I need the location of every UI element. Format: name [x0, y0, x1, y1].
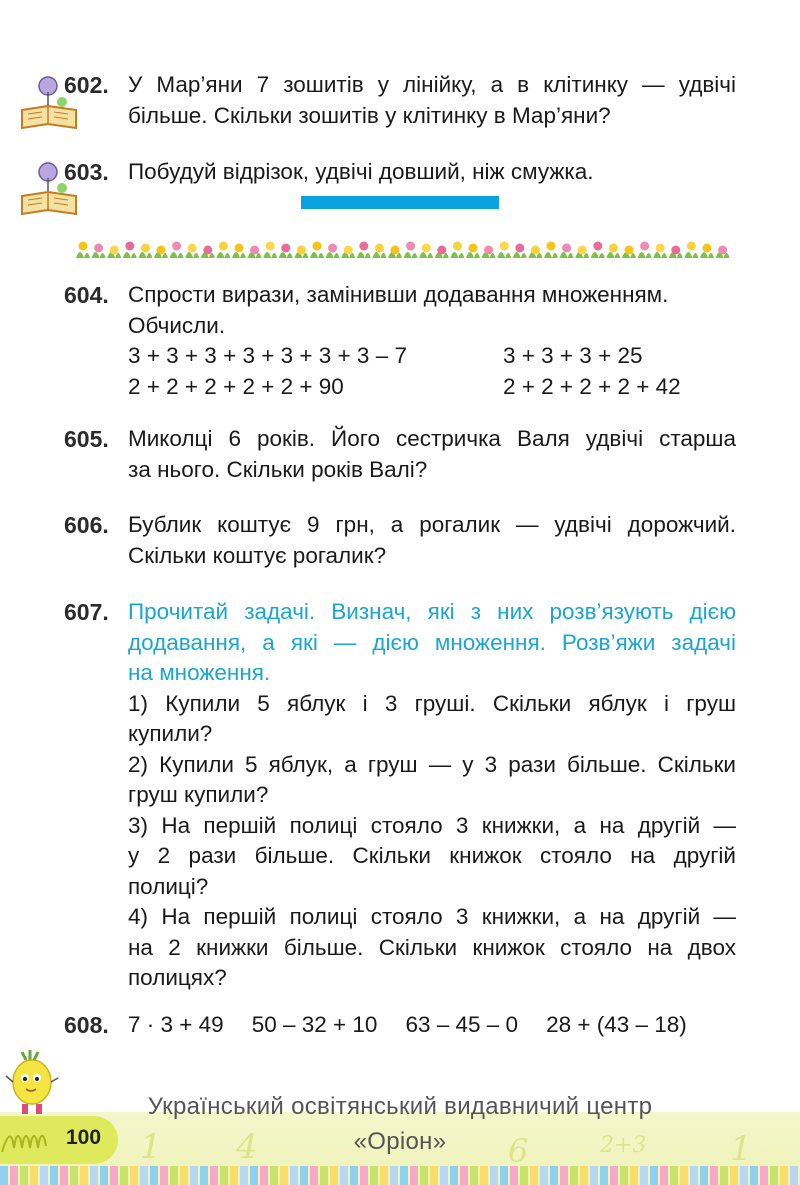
flower-mark [326, 244, 340, 259]
checker-cell [430, 1166, 438, 1185]
checker-cell [530, 1166, 538, 1185]
checker-cell [210, 1166, 218, 1185]
flower-mark [404, 242, 418, 259]
flower-mark [575, 246, 589, 259]
text-line: на 2 книжки більше. Скільки книжок стояло на двох [128, 934, 736, 960]
text-line: за нього. Скільки років Валі? [128, 456, 428, 482]
text-line: полицях? [128, 965, 227, 990]
text-line: 4) На першій полиці стояло 3 книжки, а на другій — [128, 904, 736, 929]
text-line: Скільки коштує рогалик? [128, 542, 387, 568]
flower-mark [294, 246, 308, 259]
text-line: у 2 рази більше. Скільки книжок стояло на другій [128, 843, 736, 868]
checker-cell [730, 1166, 738, 1185]
task-number: 603. [64, 159, 109, 185]
checker-cell [550, 1166, 558, 1185]
flower-mark [92, 244, 106, 259]
text-line: 3) На першій полиці стояло 3 книжки, а на другій — [128, 812, 736, 838]
checker-cell [710, 1166, 718, 1185]
publisher-line: Український освітянський видавничий центр [147, 1093, 653, 1120]
flower-mark [107, 246, 121, 259]
checker-cell [500, 1166, 508, 1185]
checker-cell [540, 1166, 548, 1185]
flower-mark [248, 246, 262, 259]
task-text [128, 280, 736, 402]
flower-mark [450, 242, 464, 259]
checker-cell [740, 1166, 748, 1185]
expression: 28 + (43 – 18) [546, 1012, 687, 1037]
expression: 3 + 3 + 3 + 25 [503, 343, 643, 368]
text-line: У Мар’яни 7 зошитів у лінійку, а в клітинку — удвічі [128, 72, 736, 97]
checker-cell [720, 1166, 728, 1185]
flower-mark [435, 246, 449, 259]
checker-cell [20, 1166, 28, 1185]
checker-cell [600, 1166, 608, 1185]
flower-mark [388, 246, 402, 259]
flower-mark [653, 244, 667, 259]
checker-cell [160, 1166, 168, 1185]
checker-cell [300, 1166, 308, 1185]
expression: 7 · 3 + 49 [128, 1012, 224, 1037]
instruction-line: Прочитай задачі. Визнач, які з них розв’язують дією [128, 599, 736, 624]
task-number: 606. [64, 512, 109, 538]
flower-mark [684, 242, 698, 259]
checker-cell [150, 1166, 158, 1185]
flower-mark [279, 244, 293, 259]
checker-cell [400, 1166, 408, 1185]
checker-cell [440, 1166, 448, 1185]
flower-mark [310, 242, 324, 259]
checker-cell [100, 1166, 108, 1185]
svg-text:4: 4 [236, 1127, 258, 1166]
checker-cell [700, 1166, 708, 1185]
checker-cell [690, 1166, 698, 1185]
flower-mark [591, 242, 605, 259]
checker-cell [510, 1166, 518, 1185]
flower-mark [170, 242, 184, 259]
checker-cell [50, 1166, 58, 1185]
checker-cell [170, 1166, 178, 1185]
instruction-line: на множення. [128, 660, 271, 685]
checker-cell [220, 1166, 228, 1185]
flower-mark [123, 242, 137, 259]
flower-mark [716, 246, 730, 259]
instruction-line: додавання, а які — дією множення. Розв’яжи задачі [128, 629, 736, 655]
checker-cell [240, 1166, 248, 1185]
checker-cell [390, 1166, 398, 1185]
flower-mark [466, 244, 480, 259]
task-text [128, 510, 736, 571]
flower-mark [154, 246, 168, 259]
checker-cell [670, 1166, 678, 1185]
expression-row [128, 372, 736, 403]
text-line: Спрости вирази, замінивши додавання множенням. [128, 282, 669, 307]
checker-cell [570, 1166, 578, 1185]
text-line: більше. Скільки зошитів у клітинку в Мар’яни? [128, 102, 611, 128]
task-text [128, 1010, 768, 1041]
svg-text:2+3: 2+3 [600, 1133, 647, 1158]
checker-cell [370, 1166, 378, 1185]
checker-cell [260, 1166, 268, 1185]
checker-strip [0, 1166, 800, 1185]
checker-cell [310, 1166, 318, 1185]
task-number: 605. [64, 426, 109, 452]
checker-cell [180, 1166, 188, 1185]
flower-mark [263, 242, 277, 259]
checker-cell [90, 1166, 98, 1185]
flower-mark [544, 242, 558, 259]
text-line: Обчисли. [128, 312, 226, 338]
checker-cell [290, 1166, 298, 1185]
checker-cell [110, 1166, 118, 1185]
task-text [128, 157, 736, 188]
checker-cell [320, 1166, 328, 1185]
checker-cell [780, 1166, 788, 1185]
checker-cell [420, 1166, 428, 1185]
checker-cell [480, 1166, 488, 1185]
flower-mark [357, 242, 371, 259]
checker-cell [10, 1166, 18, 1185]
flower-mark [606, 244, 620, 259]
flower-mark [513, 244, 527, 259]
blue-strip [301, 196, 499, 209]
checker-cell [410, 1166, 418, 1185]
flower-border [68, 234, 736, 260]
task-number: 602. [64, 72, 109, 98]
checker-cell [650, 1166, 658, 1185]
checker-cell [450, 1166, 458, 1185]
checker-cell [60, 1166, 68, 1185]
text-line: Миколці 6 років. Його сестричка Валя удвічі старша [128, 426, 736, 451]
publisher-name: «Оріон» [353, 1128, 447, 1155]
text-line: полиці? [128, 873, 209, 899]
page-number: 100 [66, 1126, 102, 1149]
svg-text:6: 6 [508, 1132, 529, 1166]
flower-mark [185, 244, 199, 259]
checker-cell [590, 1166, 598, 1185]
checker-cell [640, 1166, 648, 1185]
flower-mark [372, 244, 386, 259]
expression: 2 + 2 + 2 + 2 + 42 [503, 373, 681, 399]
checker-cell [580, 1166, 588, 1185]
checker-cell [380, 1166, 388, 1185]
task-text [128, 70, 736, 131]
flower-mark [669, 246, 683, 259]
flower-mark [482, 246, 496, 259]
checker-cell [660, 1166, 668, 1185]
flower-mark [622, 246, 636, 259]
checker-cell [30, 1166, 38, 1185]
expression: 2 + 2 + 2 + 2 + 2 + 90 [128, 373, 344, 399]
checker-cell [0, 1166, 8, 1185]
flower-mark [76, 242, 90, 259]
text-line: Бублик коштує 9 грн, а рогалик — удвічі дорожчий. [128, 512, 736, 537]
flower-mark [638, 242, 652, 259]
checker-cell [130, 1166, 138, 1185]
expression: 50 – 32 + 10 [251, 1012, 378, 1037]
flower-mark [138, 244, 152, 259]
task-number: 607. [64, 599, 109, 625]
checker-cell [330, 1166, 338, 1185]
task-number: 604. [64, 282, 109, 308]
task-text [128, 424, 736, 485]
checker-cell [560, 1166, 568, 1185]
text-line: груш купили? [128, 782, 269, 807]
flower-mark [341, 246, 355, 259]
checker-cell [250, 1166, 258, 1185]
expression: 3 + 3 + 3 + 3 + 3 + 3 + 3 – 7 [128, 343, 407, 368]
flower-mark [528, 246, 542, 259]
checker-cell [760, 1166, 768, 1185]
checker-cell [680, 1166, 688, 1185]
checker-cell [620, 1166, 628, 1185]
flower-mark [700, 244, 714, 259]
task-number: 608. [64, 1012, 109, 1038]
checker-cell [610, 1166, 618, 1185]
checker-cell [270, 1166, 278, 1185]
checker-cell [80, 1166, 88, 1185]
checker-cell [230, 1166, 238, 1185]
checker-cell [490, 1166, 498, 1185]
text-line: 1) Купили 5 яблук і 3 груші. Скільки яблук і груш [128, 690, 736, 716]
text-line: купили? [128, 721, 213, 746]
checker-cell [120, 1166, 128, 1185]
checker-cell [630, 1166, 638, 1185]
checker-cell [200, 1166, 208, 1185]
flower-mark [560, 244, 574, 259]
svg-text:1: 1 [140, 1127, 162, 1166]
text-line: Побудуй відрізок, удвічі довший, ніж смужка. [128, 159, 594, 184]
text-line: 2) Купили 5 яблук, а груш — у 3 рази більше. Скільки [128, 751, 736, 777]
flower-mark [201, 246, 215, 259]
flower-mark [497, 242, 511, 259]
expression: 63 – 45 – 0 [405, 1012, 519, 1037]
checker-cell [360, 1166, 368, 1185]
flower-mark [216, 242, 230, 259]
checker-cell [460, 1166, 468, 1185]
checker-cell [190, 1166, 198, 1185]
checker-cell [750, 1166, 758, 1185]
checker-cell [520, 1166, 528, 1185]
flower-mark [419, 244, 433, 259]
checker-cell [470, 1166, 478, 1185]
checker-cell [140, 1166, 148, 1185]
task-text [128, 597, 736, 994]
checker-cell [350, 1166, 358, 1185]
checker-cell [340, 1166, 348, 1185]
checker-cell [40, 1166, 48, 1185]
flower-mark [232, 244, 246, 259]
checker-cell [280, 1166, 288, 1185]
checker-cell [770, 1166, 778, 1185]
lemon-mascot [4, 1048, 60, 1116]
checker-cell [790, 1166, 798, 1185]
expression-row [128, 341, 736, 372]
expression-row [128, 1010, 768, 1041]
checker-cell [70, 1166, 78, 1185]
svg-text:1: 1 [730, 1129, 752, 1166]
